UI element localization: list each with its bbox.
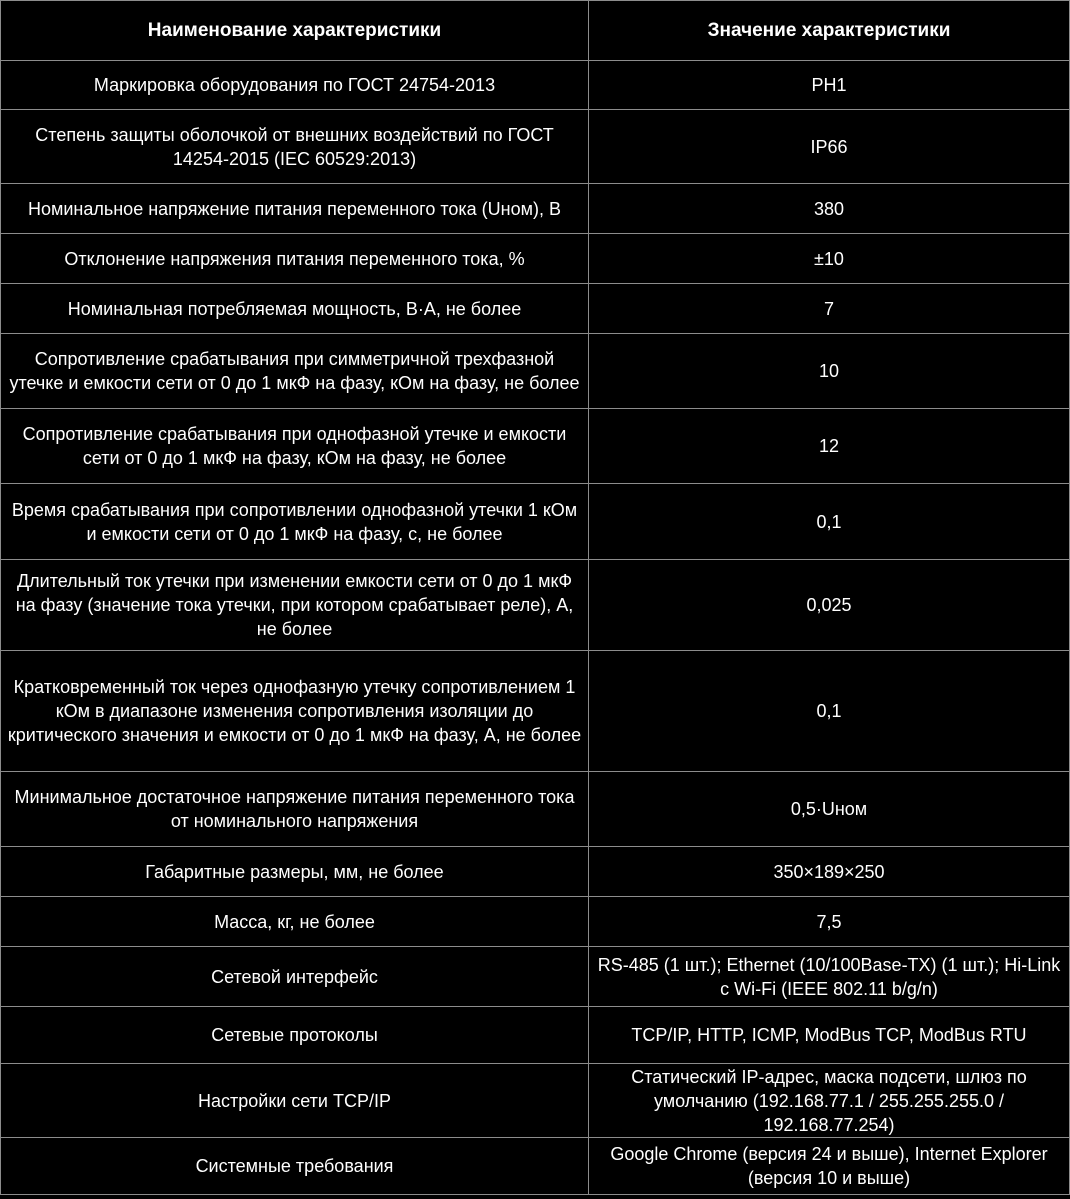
table-row	[1, 1064, 1070, 1138]
row-value: Google Chrome (версия 24 и выше), Internet Explorer (версия 10 и выше)	[589, 1138, 1070, 1195]
row-value: 12	[589, 409, 1070, 484]
row-name: Номинальная потребляемая мощность, В·А, не более	[1, 284, 589, 334]
table-header-row	[1, 1, 1070, 61]
table-row	[1, 484, 1070, 560]
table-row	[1, 284, 1070, 334]
row-value: 0,5·Uном	[589, 772, 1070, 847]
row-name: Настройки сети TCP/IP	[1, 1064, 589, 1138]
row-name: Номинальное напряжение питания переменного тока (Uном), В	[1, 184, 589, 234]
table-row	[1, 651, 1070, 772]
table-row	[1, 184, 1070, 234]
table-row	[1, 234, 1070, 284]
row-value: 0,025	[589, 560, 1070, 651]
row-value: IP66	[589, 110, 1070, 184]
row-name: Сопротивление срабатывания при однофазной утечке и емкости сети от 0 до 1 мкФ на фазу, кОм на фазу, не более	[1, 409, 589, 484]
row-name: Системные требования	[1, 1138, 589, 1195]
row-value: РН1	[589, 61, 1070, 110]
row-name: Габаритные размеры, мм, не более	[1, 847, 589, 897]
row-name: Сетевые протоколы	[1, 1007, 589, 1064]
row-name: Сетевой интерфейс	[1, 947, 589, 1007]
row-name: Масса, кг, не более	[1, 897, 589, 947]
table-row	[1, 110, 1070, 184]
row-name: Сопротивление срабатывания при симметричной трехфазной утечке и емкости сети от 0 до 1 мкФ на фазу, кОм на фазу, не более	[1, 334, 589, 409]
header-name: Наименование характеристики	[1, 1, 589, 61]
row-name: Маркировка оборудования по ГОСТ 24754-2013	[1, 61, 589, 110]
table-row	[1, 1138, 1070, 1195]
row-value: 0,1	[589, 651, 1070, 772]
row-name: Длительный ток утечки при изменении емкости сети от 0 до 1 мкФ на фазу (значение тока утечки, при котором срабатывает реле), А, не более	[1, 560, 589, 651]
row-name: Кратковременный ток через однофазную утечку сопротивлением 1 кОм в диапазоне изменения сопротивления изоляции до критического значения и емкости от 0 до 1 мкФ на фазу, А, не более	[1, 651, 589, 772]
table-row	[1, 560, 1070, 651]
row-name: Время срабатывания при сопротивлении однофазной утечки 1 кОм и емкости сети от 0 до 1 мкФ на фазу, с, не более	[1, 484, 589, 560]
table-row	[1, 334, 1070, 409]
table-row	[1, 897, 1070, 947]
row-name: Отклонение напряжения питания переменного тока, %	[1, 234, 589, 284]
row-value: 7,5	[589, 897, 1070, 947]
table-row	[1, 1007, 1070, 1064]
row-value: TCP/IP, HTTP, ICMP, ModBus TCP, ModBus RTU	[589, 1007, 1070, 1064]
row-value: 0,1	[589, 484, 1070, 560]
row-name: Минимальное достаточное напряжение питания переменного тока от номинального напряжения	[1, 772, 589, 847]
row-value: ±10	[589, 234, 1070, 284]
row-value: 380	[589, 184, 1070, 234]
table-row	[1, 772, 1070, 847]
row-value: RS-485 (1 шт.); Ethernet (10/100Base-TX) (1 шт.); Hi-Link с Wi-Fi (IEEE 802.11 b/g/n)	[589, 947, 1070, 1007]
row-value: 350×189×250	[589, 847, 1070, 897]
row-name: Степень защиты оболочкой от внешних воздействий по ГОСТ 14254-2015 (IEC 60529:2013)	[1, 110, 589, 184]
row-value: Статический IP-адрес, маска подсети, шлюз по умолчанию (192.168.77.1 / 255.255.255.0 / 192.168.77.254)	[589, 1064, 1070, 1138]
header-value: Значение характеристики	[589, 1, 1070, 61]
row-value: 7	[589, 284, 1070, 334]
table-row	[1, 61, 1070, 110]
row-value: 10	[589, 334, 1070, 409]
table-row	[1, 947, 1070, 1007]
table-row	[1, 409, 1070, 484]
table-row	[1, 847, 1070, 897]
